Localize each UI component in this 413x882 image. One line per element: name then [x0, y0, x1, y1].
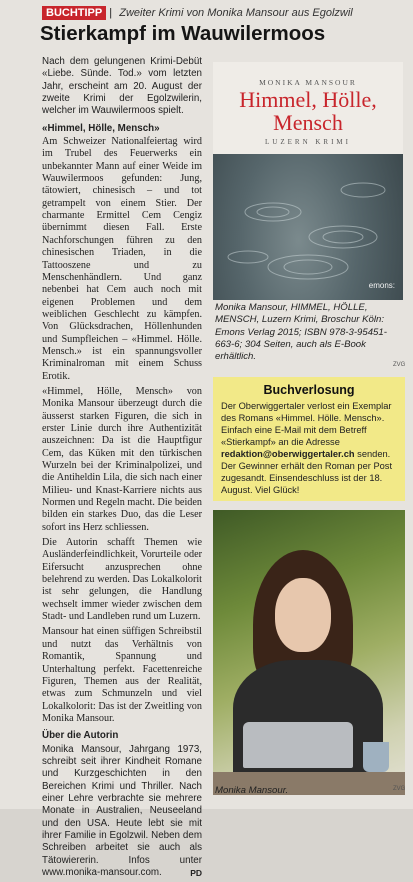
about-paragraph	[42, 744, 202, 880]
cover-caption: Monika Mansour, HIMMEL, HÖLLE, MENSCH, Luzern Krimi, Broschur Köln: Emons Verlag 2015; ISBN 978-3-95451-663-6; 304 Seiten, auch als E-Book erhältlich.	[215, 302, 387, 363]
publisher-logo: emons:	[368, 281, 395, 290]
laptop-icon	[243, 722, 353, 768]
photo-caption: Monika Mansour.	[215, 785, 289, 796]
photo-face-shape	[275, 578, 331, 652]
body-paragraph-2: «Himmel, Hölle, Mensch» von Monika Mansour überzeugt durch die äusserst starken Figuren, die sich in erster Linie durch ihre Authentizität auszeichnen: Da ist die Hauptfigur Cem, das Küken mit den türkischen Wurzeln bei der Kriminalpolizei, und die Antiheldin Lila, die sich nach einer Milieu- und Knast-Karriere nichts aus Normen und Regeln macht. Die beiden bilden ein starkes Duo, das die Leser sofort ins Herz schliessen.	[42, 385, 202, 533]
photo-credit-2: ZVG	[393, 786, 406, 792]
kicker-line	[42, 6, 402, 20]
cover-title-line-2: Mensch	[273, 110, 343, 135]
about-heading: Über die Autorin	[42, 730, 119, 742]
intro-paragraph: Nach dem gelungenen Krimi-Debüt «Liebe. Sünde. Tod.» vom letzten Jahr, erscheint am 20. August der zweite Krimi der Egolzwilerin, welcher im Wauwilermoos spielt.	[42, 56, 202, 117]
headline: Stierkampf im Wauwilermoos	[40, 22, 326, 45]
raffle-text	[221, 400, 397, 496]
raffle-box	[213, 377, 405, 501]
body-paragraph-4: Mansour hat einen süffigen Schreibstil und nutzt das Verhältnis von Romantik, Spannung und Unterhaltung perfekt. Facettenreiche Figuren, Themen aus der Realität, etwas zum Schmunzeln und viel Lokalkolorit: Das ist der Zweitling von Monika Mansour.	[42, 626, 202, 724]
raffle-text-after: senden. Der Gewinner erhält den Roman per Post zugesandt. Einsendeschluss ist der 18. August. Viel Glück!	[221, 449, 393, 495]
photo-credit: ZVG	[393, 362, 406, 368]
article-column	[42, 56, 202, 882]
raffle-heading: Buchverlosung	[263, 383, 355, 397]
rubric-tag: BUCHTIPP	[42, 6, 106, 20]
raffle-email: redaktion@oberwiggertaler.ch	[221, 449, 355, 459]
kicker-separator: |	[109, 7, 113, 19]
cover-author: MONIKA MANSOUR	[259, 78, 357, 87]
signature: PD	[190, 868, 202, 878]
kicker-subtitle: Zweiter Krimi von Monika Mansour aus Egolzwil	[119, 7, 353, 19]
section-heading: «Himmel, Hölle, Mensch»	[42, 122, 160, 134]
cover-title	[213, 88, 403, 134]
cup-icon	[363, 742, 389, 772]
book-cover-image	[213, 62, 403, 300]
cover-series: LUZERN KRIMI	[265, 138, 351, 146]
body-paragraph-1: Am Schweizer Nationalfeiertag wird im Trubel des Feuerwerks ein unbekannter Mann auf einer Weide im Wauwilermoos gefunden: Jung, tätowiert, chinesisch – und tot getrampelt von einem Stier. Der charmante Ermittel Cem Cengiz übernimmt diesen Fall. Erste Nachforschungen führen zu den chinesischen Triaden, in die Tattooszene und zu Menschenhändlern. Und ganz nebenbei hat Cem auch noch mit eigenen Problemen und dem weiblichen Geschlecht zu kämpfen. Von Glücksdrachen, Höllenhunden und Sumpfleichen – «Himmel. Hölle. Mensch.» ist ein spannungsvoller Kriminalroman mit einem Schuss Erotik.	[42, 136, 202, 382]
raffle-text-before: Der Oberwiggertaler verlost ein Exemplar des Romans «Himmel. Hölle. Mensch». Einfach eine E-Mail mit dem Betreff «Stierkampf» an die Adresse	[221, 401, 392, 447]
author-photo	[213, 510, 405, 795]
cover-title-line-1: Himmel, Hölle,	[239, 87, 377, 112]
about-text: Monika Mansour, Jahrgang 1973, schreibt seit ihrer Kindheit Romane und Kurzgeschichten in den Bereichen Krimi und Thriller. Nach einer Lehre verbrachte sie mehrere Monate in Australien, Neuseeland und den USA. Heute lebt sie mit ihrer Familie in Egolzwil. Neben dem Schreiben arbeitet sie auch als Tätowiererin. Infos unter www.monika-mansour.com.	[42, 743, 202, 878]
body-paragraph-3: Die Autorin schafft Themen wie Ausländerfeindlichkeit, Vorurteile oder Eifersucht anzusprechen ohne belehrend zu werden. Das Lokalkolorit ist sehr gelungen, die Handlung wechselt immer wieder zwischen dem Stadt- und Landleben rund um Luzern.	[42, 537, 202, 623]
